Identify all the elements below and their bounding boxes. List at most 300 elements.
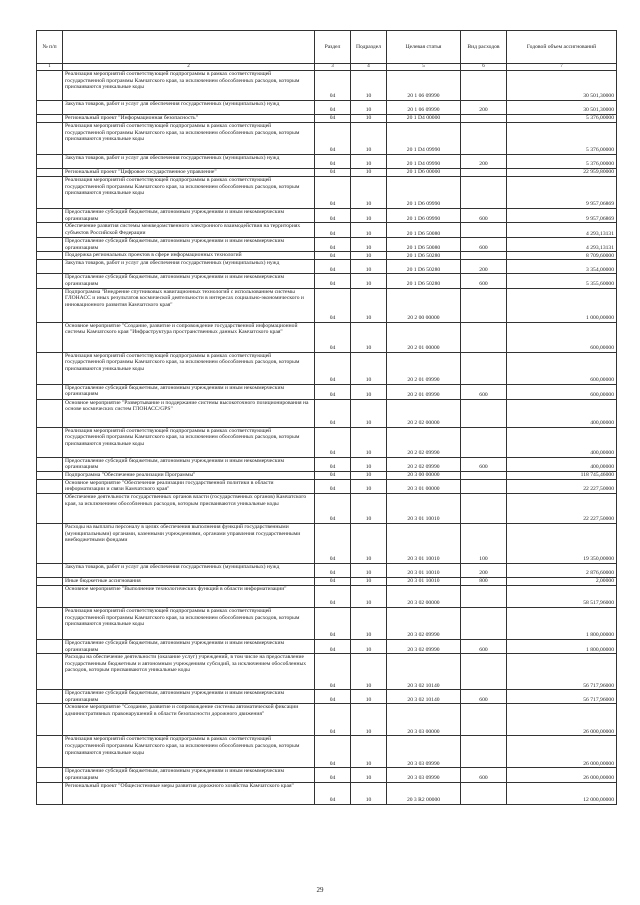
table-row — [37, 274, 617, 288]
cell-expense-type — [461, 223, 507, 238]
table-row — [37, 479, 617, 493]
cell-amount: 22 959,80000 — [507, 169, 617, 177]
cell-amount: 400,00000 — [507, 457, 617, 471]
cell-subsection: 10 — [351, 457, 387, 471]
cell-name: Закупка товаров, работ и услуг для обеспечения государственных (муниципальных) нужд — [63, 563, 315, 577]
cell-number — [37, 493, 63, 523]
table-row — [37, 155, 617, 169]
cell-number — [37, 457, 63, 471]
cell-number — [37, 115, 63, 123]
cell-number — [37, 736, 63, 768]
cell-name: Закупка товаров, работ и услуг для обеспечения государственных (муниципальных) нужд — [63, 101, 315, 115]
cell-expense-type — [461, 585, 507, 607]
cell-expense-type — [461, 177, 507, 209]
cell-number — [37, 782, 63, 804]
cell-expense-type — [461, 427, 507, 457]
cell-expense-type: 200 — [461, 101, 507, 115]
cell-target-article: 20 1 D4 00000 — [387, 115, 461, 123]
cell-section: 04 — [315, 238, 351, 252]
cell-subsection: 10 — [351, 260, 387, 274]
cell-section: 04 — [315, 639, 351, 653]
cell-section: 04 — [315, 384, 351, 399]
cell-expense-type: 600 — [461, 274, 507, 288]
cell-amount: 1 000,00000 — [507, 288, 617, 322]
cell-target-article: 20 3 02 00000 — [387, 585, 461, 607]
cell-expense-type: 600 — [461, 768, 507, 782]
cell-section: 04 — [315, 607, 351, 639]
cell-name: Обеспечение развития системы межведомственного электронного взаимодействия на территориях субъектов Российской Федерации — [63, 223, 315, 238]
cell-target-article: 20 3 03 09990 — [387, 736, 461, 768]
table-row — [37, 782, 617, 804]
header-expense-type: Вид расходов — [461, 31, 507, 64]
cell-name: Обеспечение деятельности государственных органов власти (государственных органов) Камчатского края, за исключением обособленных расходов, которым присваиваются уникальные коды — [63, 493, 315, 523]
table-row — [37, 493, 617, 523]
cell-subsection: 10 — [351, 223, 387, 238]
cell-expense-type — [461, 115, 507, 123]
cell-section: 04 — [315, 209, 351, 223]
cell-target-article: 20 3 01 10010 — [387, 563, 461, 577]
cell-amount: 9 957,06869 — [507, 177, 617, 209]
header-row — [37, 31, 617, 64]
header-annual-amount: Годовой объем ассигнований — [507, 31, 617, 64]
cell-target-article: 20 3 03 00000 — [387, 704, 461, 736]
cell-section: 04 — [315, 585, 351, 607]
cell-number — [37, 399, 63, 427]
cell-amount: 400,00000 — [507, 427, 617, 457]
table-row — [37, 523, 617, 563]
cell-subsection: 10 — [351, 768, 387, 782]
cell-number — [37, 71, 63, 101]
cell-number — [37, 260, 63, 274]
cell-subsection: 10 — [351, 704, 387, 736]
cell-expense-type — [461, 654, 507, 690]
cell-number — [37, 252, 63, 260]
table-row — [37, 322, 617, 352]
column-number: 6 — [461, 64, 507, 71]
cell-target-article: 20 1 D6 50080 — [387, 223, 461, 238]
cell-section: 04 — [315, 736, 351, 768]
cell-amount: 19 350,00000 — [507, 523, 617, 563]
cell-name: Закупка товаров, работ и услуг для обеспечения государственных (муниципальных) нужд — [63, 260, 315, 274]
cell-number — [37, 288, 63, 322]
cell-number — [37, 238, 63, 252]
cell-number — [37, 479, 63, 493]
cell-name: Предоставление субсидий бюджетным, автономным учреждениям и иным некоммерческим организациям — [63, 690, 315, 704]
cell-expense-type: 600 — [461, 238, 507, 252]
cell-subsection: 10 — [351, 288, 387, 322]
table-row — [37, 690, 617, 704]
cell-subsection: 10 — [351, 169, 387, 177]
cell-section: 04 — [315, 457, 351, 471]
cell-subsection: 10 — [351, 123, 387, 155]
cell-name: Иные бюджетные ассигнования — [63, 577, 315, 585]
cell-number — [37, 768, 63, 782]
cell-target-article: 20 1 06 09990 — [387, 71, 461, 101]
cell-section: 04 — [315, 177, 351, 209]
column-number: 5 — [387, 64, 461, 71]
column-number: 1 — [37, 64, 63, 71]
cell-target-article: 20 1 D4 09990 — [387, 123, 461, 155]
table-row — [37, 169, 617, 177]
cell-target-article: 20 2 01 09990 — [387, 384, 461, 399]
cell-subsection: 10 — [351, 736, 387, 768]
cell-section: 04 — [315, 322, 351, 352]
cell-name: Расходы на обеспечение деятельности (оказание услуг) учреждений, в том числе на предоставление государственным бюджетным и автономным учреждениям субсидий, за исключением обособленных расходов, которым присваиваются уникальные коды — [63, 654, 315, 690]
cell-subsection: 10 — [351, 471, 387, 479]
cell-target-article: 20 2 00 00000 — [387, 288, 461, 322]
cell-name: Основное мероприятие "Развертывание и поддержание системы высокоточного позиционирования на основе космических систем ГЛОНАСС/GPS" — [63, 399, 315, 427]
cell-target-article: 20 3 02 09990 — [387, 639, 461, 653]
cell-amount: 5 376,00000 — [507, 123, 617, 155]
cell-name: Реализация мероприятий соответствующей подпрограммы в рамках соответствующей государственной программы Камчатского края, за исключением обособленных расходов, которым присваиваются уникальные коды — [63, 177, 315, 209]
cell-expense-type — [461, 471, 507, 479]
cell-expense-type — [461, 71, 507, 101]
table-row — [37, 639, 617, 653]
cell-subsection: 10 — [351, 274, 387, 288]
cell-section: 04 — [315, 427, 351, 457]
budget-table-sheet — [36, 30, 616, 805]
table-row — [37, 252, 617, 260]
cell-amount: 30 501,30000 — [507, 71, 617, 101]
cell-section: 04 — [315, 768, 351, 782]
cell-amount: 400,00000 — [507, 399, 617, 427]
cell-number — [37, 223, 63, 238]
cell-number — [37, 274, 63, 288]
cell-amount: 12 000,00000 — [507, 782, 617, 804]
cell-number — [37, 607, 63, 639]
cell-expense-type — [461, 736, 507, 768]
table-row — [37, 223, 617, 238]
cell-subsection: 10 — [351, 493, 387, 523]
cell-number — [37, 585, 63, 607]
cell-number — [37, 322, 63, 352]
table-row — [37, 209, 617, 223]
header-subsection: Подраздел — [351, 31, 387, 64]
cell-name: Подпрограмма "Внедрение спутниковых навигационных технологий с использованием системы ГЛОНАСС и иных результатов космической деятельности в интересах социально-экономического и инновационного развития Камчатского края" — [63, 288, 315, 322]
cell-expense-type — [461, 288, 507, 322]
cell-section: 04 — [315, 704, 351, 736]
cell-subsection: 10 — [351, 577, 387, 585]
cell-expense-type — [461, 252, 507, 260]
cell-subsection: 10 — [351, 238, 387, 252]
cell-section: 04 — [315, 123, 351, 155]
table-row — [37, 238, 617, 252]
cell-amount: 4 293,13131 — [507, 223, 617, 238]
cell-amount: 5 355,60000 — [507, 274, 617, 288]
header-target-article: Целевая статья — [387, 31, 461, 64]
cell-name: Предоставление субсидий бюджетным, автономным учреждениям и иным некоммерческим организациям — [63, 768, 315, 782]
cell-subsection: 10 — [351, 523, 387, 563]
cell-name: Реализация мероприятий соответствующей подпрограммы в рамках соответствующей государственной программы Камчатского края, за исключением обособленных расходов, которым присваиваются уникальные коды — [63, 427, 315, 457]
cell-expense-type — [461, 479, 507, 493]
table-row — [37, 704, 617, 736]
header-section: Раздел — [315, 31, 351, 64]
cell-expense-type — [461, 782, 507, 804]
cell-subsection: 10 — [351, 782, 387, 804]
cell-subsection: 10 — [351, 427, 387, 457]
cell-section: 04 — [315, 577, 351, 585]
cell-target-article: 20 1 D6 09990 — [387, 209, 461, 223]
table-row — [37, 585, 617, 607]
cell-expense-type: 600 — [461, 457, 507, 471]
cell-subsection: 10 — [351, 563, 387, 577]
cell-subsection: 10 — [351, 690, 387, 704]
cell-amount: 8 709,60000 — [507, 252, 617, 260]
cell-name: Региональный проект "Информационная безопасность" — [63, 115, 315, 123]
cell-target-article: 20 1 06 09990 — [387, 101, 461, 115]
table-row — [37, 177, 617, 209]
cell-expense-type: 100 — [461, 523, 507, 563]
table-row — [37, 563, 617, 577]
cell-expense-type — [461, 322, 507, 352]
cell-amount: 22 227,50000 — [507, 493, 617, 523]
cell-subsection: 10 — [351, 607, 387, 639]
cell-amount: 1 800,00000 — [507, 607, 617, 639]
header-number: № п/п — [37, 31, 63, 64]
cell-name: Поддержка региональных проектов в сфере информационных технологий — [63, 252, 315, 260]
cell-expense-type — [461, 399, 507, 427]
cell-target-article: 20 2 02 09990 — [387, 457, 461, 471]
header-name — [63, 31, 315, 64]
cell-name: Предоставление субсидий бюджетным, автономным учреждениям и иным некоммерческим организациям — [63, 238, 315, 252]
cell-name: Реализация мероприятий соответствующей подпрограммы в рамках соответствующей государственной программы Камчатского края, за исключением обособленных расходов, которым присваиваются уникальные коды — [63, 71, 315, 101]
cell-target-article: 20 1 D4 09990 — [387, 155, 461, 169]
cell-section: 04 — [315, 155, 351, 169]
cell-target-article: 20 2 01 00000 — [387, 322, 461, 352]
cell-amount: 600,00000 — [507, 384, 617, 399]
cell-amount: 56 717,96000 — [507, 654, 617, 690]
cell-target-article: 20 1 D6 50280 — [387, 260, 461, 274]
cell-section: 04 — [315, 288, 351, 322]
cell-amount: 600,00000 — [507, 322, 617, 352]
cell-name: Реализация мероприятий соответствующей подпрограммы в рамках соответствующей государственной программы Камчатского края, за исключением обособленных расходов, которым присваиваются уникальные коды — [63, 607, 315, 639]
cell-name: Основное мероприятие "Создание, развитие и сопровождение системы автоматической фиксации административных правонарушений в области безопасности дорожного движения" — [63, 704, 315, 736]
cell-section: 04 — [315, 479, 351, 493]
table-row — [37, 260, 617, 274]
cell-section: 04 — [315, 399, 351, 427]
cell-number — [37, 577, 63, 585]
cell-name: Основное мероприятие "Создание, развитие и сопровождение государственной информационной системы Камчатского края "Инфраструктура пространственных данных Камчатского края" — [63, 322, 315, 352]
cell-subsection: 10 — [351, 155, 387, 169]
column-number: 7 — [507, 64, 617, 71]
table-row — [37, 577, 617, 585]
cell-target-article: 20 3 02 09990 — [387, 607, 461, 639]
table-row — [37, 471, 617, 479]
cell-number — [37, 384, 63, 399]
cell-number — [37, 352, 63, 384]
cell-section: 04 — [315, 223, 351, 238]
cell-section: 04 — [315, 115, 351, 123]
cell-subsection: 10 — [351, 399, 387, 427]
table-row — [37, 115, 617, 123]
cell-target-article: 20 1 D6 50080 — [387, 238, 461, 252]
cell-name: Предоставление субсидий бюджетным, автономным учреждениям и иным некоммерческим организациям — [63, 457, 315, 471]
cell-target-article: 20 3 01 00000 — [387, 479, 461, 493]
cell-amount: 26 000,00000 — [507, 736, 617, 768]
cell-number — [37, 209, 63, 223]
cell-amount: 26 000,00000 — [507, 768, 617, 782]
cell-subsection: 10 — [351, 71, 387, 101]
table-row — [37, 399, 617, 427]
cell-number — [37, 639, 63, 653]
cell-subsection: 10 — [351, 384, 387, 399]
cell-amount: 5 376,00000 — [507, 155, 617, 169]
cell-number — [37, 123, 63, 155]
cell-expense-type: 200 — [461, 155, 507, 169]
cell-section: 04 — [315, 493, 351, 523]
cell-number — [37, 523, 63, 563]
cell-amount: 26 000,00000 — [507, 704, 617, 736]
cell-expense-type — [461, 704, 507, 736]
cell-number — [37, 169, 63, 177]
table-body — [37, 71, 617, 805]
cell-subsection: 10 — [351, 322, 387, 352]
table-row — [37, 123, 617, 155]
cell-expense-type — [461, 352, 507, 384]
cell-section: 04 — [315, 260, 351, 274]
cell-name: Региональный проект "Цифровое государственное управление" — [63, 169, 315, 177]
cell-expense-type — [461, 169, 507, 177]
cell-name: Реализация мероприятий соответствующей подпрограммы в рамках соответствующей государственной программы Камчатского края, за исключением обособленных расходов, которым присваиваются уникальные коды — [63, 352, 315, 384]
cell-section: 04 — [315, 274, 351, 288]
cell-section: 04 — [315, 71, 351, 101]
cell-number — [37, 101, 63, 115]
cell-expense-type: 600 — [461, 384, 507, 399]
cell-expense-type — [461, 607, 507, 639]
cell-expense-type — [461, 493, 507, 523]
cell-name: Предоставление субсидий бюджетным, автономным учреждениям и иным некоммерческим организациям — [63, 384, 315, 399]
cell-number — [37, 155, 63, 169]
cell-section: 04 — [315, 252, 351, 260]
cell-name: Основное мероприятие "Выполнение технологических функций в области информатизации" — [63, 585, 315, 607]
cell-section: 04 — [315, 101, 351, 115]
cell-name: Предоставление субсидий бюджетным, автономным учреждениям и иным некоммерческим организациям — [63, 274, 315, 288]
cell-expense-type: 600 — [461, 209, 507, 223]
cell-amount: 3 354,00000 — [507, 260, 617, 274]
cell-target-article: 20 2 02 00000 — [387, 399, 461, 427]
cell-amount: 5 376,00000 — [507, 115, 617, 123]
cell-expense-type: 200 — [461, 260, 507, 274]
cell-number — [37, 704, 63, 736]
cell-section: 04 — [315, 169, 351, 177]
cell-target-article: 20 3 02 10140 — [387, 690, 461, 704]
cell-section: 04 — [315, 352, 351, 384]
cell-amount: 2,00000 — [507, 577, 617, 585]
column-number-row — [37, 64, 617, 71]
cell-amount: 9 957,06869 — [507, 209, 617, 223]
table-row — [37, 768, 617, 782]
cell-number — [37, 690, 63, 704]
cell-target-article: 20 1 D6 00000 — [387, 169, 461, 177]
table-row — [37, 736, 617, 768]
cell-section: 04 — [315, 782, 351, 804]
cell-number — [37, 471, 63, 479]
cell-name: Основное мероприятие "Обеспечение реализации государственной политики в области информатизации и связи Камчатского края" — [63, 479, 315, 493]
cell-number — [37, 654, 63, 690]
cell-name: Реализация мероприятий соответствующей подпрограммы в рамках соответствующей государственной программы Камчатского края, за исключением обособленных расходов, которым присваиваются уникальные коды — [63, 123, 315, 155]
cell-subsection: 10 — [351, 352, 387, 384]
table-row — [37, 457, 617, 471]
cell-expense-type — [461, 123, 507, 155]
cell-target-article: 20 3 02 10140 — [387, 654, 461, 690]
page-number: 29 — [316, 886, 324, 894]
cell-subsection: 10 — [351, 209, 387, 223]
cell-target-article: 20 1 D6 09990 — [387, 177, 461, 209]
cell-number — [37, 563, 63, 577]
cell-amount: 1 800,00000 — [507, 639, 617, 653]
column-number: 4 — [351, 64, 387, 71]
cell-name: Предоставление субсидий бюджетным, автономным учреждениям и иным некоммерческим организациям — [63, 639, 315, 653]
cell-subsection: 10 — [351, 654, 387, 690]
cell-subsection: 10 — [351, 585, 387, 607]
cell-name: Региональный проект "Общесистемные меры развития дорожного хозяйства Камчатского края" — [63, 782, 315, 804]
cell-amount: 2 876,60000 — [507, 563, 617, 577]
cell-amount: 600,00000 — [507, 352, 617, 384]
cell-amount: 4 293,13131 — [507, 238, 617, 252]
cell-target-article: 20 3 01 10010 — [387, 523, 461, 563]
cell-subsection: 10 — [351, 252, 387, 260]
cell-target-article: 20 2 02 09990 — [387, 427, 461, 457]
cell-name: Предоставление субсидий бюджетным, автономным учреждениям и иным некоммерческим организациям — [63, 209, 315, 223]
cell-section: 04 — [315, 563, 351, 577]
cell-amount: 118 745,46000 — [507, 471, 617, 479]
cell-section: 04 — [315, 654, 351, 690]
budget-table — [36, 30, 617, 805]
cell-subsection: 10 — [351, 639, 387, 653]
cell-subsection: 10 — [351, 479, 387, 493]
cell-expense-type: 600 — [461, 690, 507, 704]
cell-number — [37, 427, 63, 457]
cell-target-article: 20 2 01 09990 — [387, 352, 461, 384]
column-number: 2 — [63, 64, 315, 71]
cell-name: Реализация мероприятий соответствующей подпрограммы в рамках соответствующей государственной программы Камчатского края, за исключением обособленных расходов, которым присваиваются уникальные коды — [63, 736, 315, 768]
table-row — [37, 352, 617, 384]
cell-number — [37, 177, 63, 209]
cell-target-article: 20 3 00 00000 — [387, 471, 461, 479]
cell-subsection: 10 — [351, 101, 387, 115]
cell-name: Подпрограмма "Обеспечение реализации Программы" — [63, 471, 315, 479]
cell-target-article: 20 3 R2 00000 — [387, 782, 461, 804]
table-row — [37, 71, 617, 101]
cell-section: 04 — [315, 523, 351, 563]
table-row — [37, 427, 617, 457]
cell-target-article: 20 3 01 10010 — [387, 577, 461, 585]
cell-expense-type: 200 — [461, 563, 507, 577]
cell-expense-type: 600 — [461, 639, 507, 653]
table-row — [37, 288, 617, 322]
table-row — [37, 607, 617, 639]
cell-amount: 22 227,50000 — [507, 479, 617, 493]
cell-amount: 58 517,96000 — [507, 585, 617, 607]
table-row — [37, 101, 617, 115]
table-row — [37, 384, 617, 399]
cell-amount: 56 717,96000 — [507, 690, 617, 704]
cell-target-article: 20 3 01 10010 — [387, 493, 461, 523]
cell-section: 04 — [315, 690, 351, 704]
cell-subsection: 10 — [351, 177, 387, 209]
cell-name: Закупка товаров, работ и услуг для обеспечения государственных (муниципальных) нужд — [63, 155, 315, 169]
cell-name: Расходы на выплаты персоналу в целях обеспечения выполнения функций государственными (муниципальными) органами, казенными учреждениями, органами управления государственными внебюджетными фондами — [63, 523, 315, 563]
column-number: 3 — [315, 64, 351, 71]
cell-target-article: 20 1 D6 50280 — [387, 274, 461, 288]
cell-target-article: 20 3 03 09990 — [387, 768, 461, 782]
cell-expense-type: 800 — [461, 577, 507, 585]
table-row — [37, 654, 617, 690]
cell-amount: 30 501,30000 — [507, 101, 617, 115]
cell-subsection: 10 — [351, 115, 387, 123]
cell-section: 04 — [315, 471, 351, 479]
cell-target-article: 20 1 D6 50280 — [387, 252, 461, 260]
